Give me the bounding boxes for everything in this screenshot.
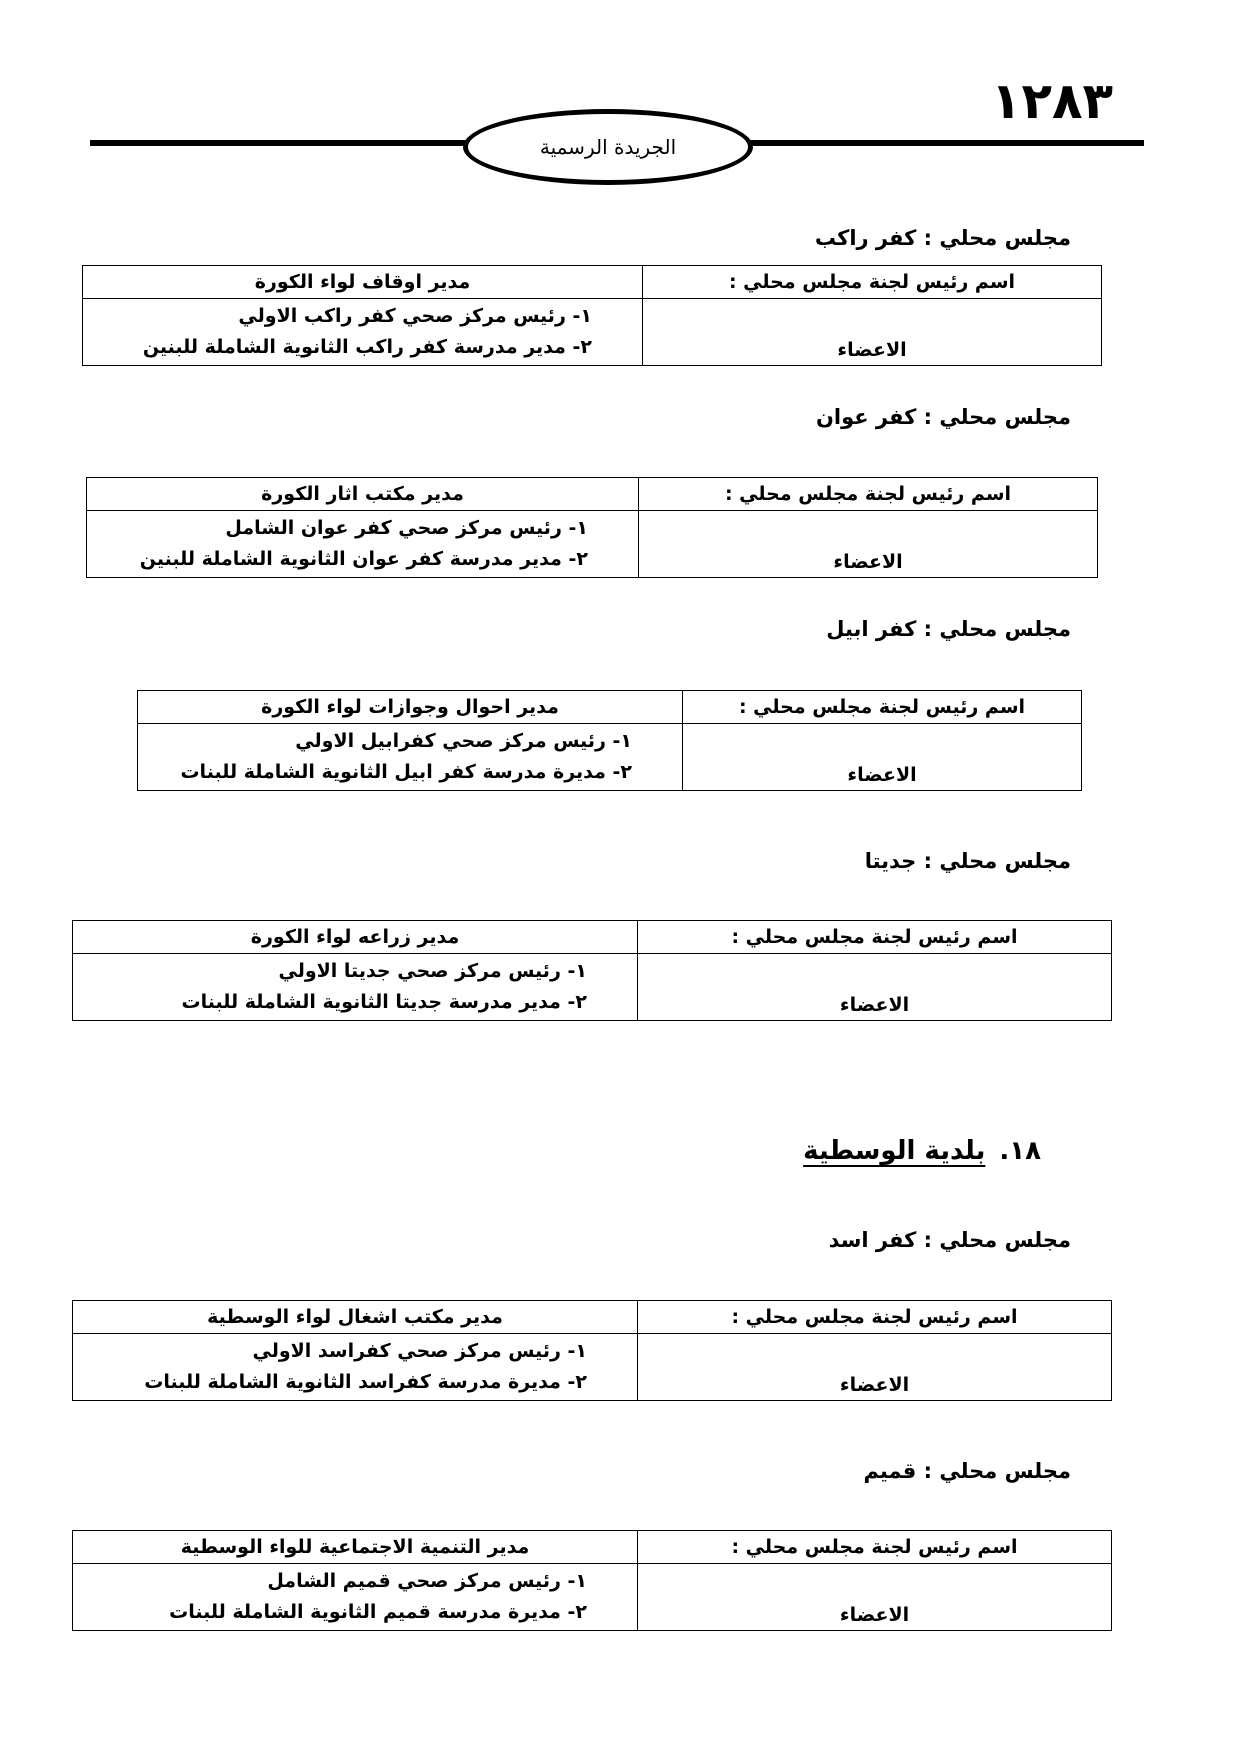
head-value: مدير احوال وجوازات لواء الكورة bbox=[138, 691, 683, 724]
head-label: اسم رئيس لجنة مجلس محلي : bbox=[638, 1531, 1112, 1564]
members-list bbox=[83, 299, 643, 366]
member-item: ٢- مدير مدرسة كفر عوان الثانوية الشاملة للبنين bbox=[139, 548, 588, 570]
section-number: ١٨. bbox=[999, 1136, 1041, 1166]
member-item: ٢- مديرة مدرسة كفراسد الثانوية الشاملة للبنات bbox=[144, 1371, 587, 1393]
member-item: ١- رئيس مركز صحي قميم الشامل bbox=[267, 1570, 587, 1592]
council-table bbox=[82, 265, 1102, 366]
members-list bbox=[73, 1564, 638, 1631]
head-value: مدير مكتب اثار الكورة bbox=[87, 478, 639, 511]
head-label: اسم رئيس لجنة مجلس محلي : bbox=[639, 478, 1098, 511]
member-item: ١- رئيس مركز صحي كفراسد الاولي bbox=[252, 1340, 587, 1362]
page-number: ١٢٨٣ bbox=[990, 72, 1113, 130]
members-label: الاعضاء bbox=[638, 1334, 1112, 1401]
council-title: مجلس محلي : كفر اسد bbox=[828, 1228, 1071, 1252]
members-list bbox=[138, 724, 683, 791]
head-value: مدير التنمية الاجتماعية للواء الوسطية bbox=[73, 1531, 638, 1564]
council-title: مجلس محلي : قميم bbox=[863, 1459, 1071, 1483]
council-title: مجلس محلي : جديتا bbox=[864, 849, 1071, 873]
gazette-title-oval bbox=[463, 109, 753, 185]
member-item: ١- رئيس مركز صحي كفرابيل الاولي bbox=[295, 730, 632, 752]
member-item: ١- رئيس مركز صحي جديتا الاولي bbox=[278, 960, 587, 982]
members-list bbox=[73, 954, 638, 1021]
member-item: ٢- مديرة مدرسة قميم الثانوية الشاملة للبنات bbox=[169, 1601, 587, 1623]
council-title: مجلس محلي : كفر عوان bbox=[815, 405, 1071, 429]
members-list bbox=[87, 511, 639, 578]
council-table bbox=[86, 477, 1098, 578]
members-label: الاعضاء bbox=[638, 1564, 1112, 1631]
member-item: ٢- مديرة مدرسة كفر ابيل الثانوية الشاملة للبنات bbox=[180, 761, 632, 783]
head-label: اسم رئيس لجنة مجلس محلي : bbox=[638, 1301, 1112, 1334]
council-title: مجلس محلي : كفر ابيل bbox=[826, 617, 1071, 641]
member-item: ٢- مدير مدرسة كفر راكب الثانوية الشاملة للبنين bbox=[142, 336, 592, 358]
head-label: اسم رئيس لجنة مجلس محلي : bbox=[683, 691, 1082, 724]
section-heading bbox=[803, 1136, 1041, 1166]
section-name: بلدية الوسطية bbox=[803, 1136, 986, 1166]
members-label: الاعضاء bbox=[643, 299, 1102, 366]
council-table bbox=[137, 690, 1082, 791]
council-title: مجلس محلي : كفر راكب bbox=[814, 226, 1071, 250]
head-value: مدير مكتب اشغال لواء الوسطية bbox=[73, 1301, 638, 1334]
head-value: مدير اوقاف لواء الكورة bbox=[83, 266, 643, 299]
member-item: ٢- مدير مدرسة جديتا الثانوية الشاملة للبنات bbox=[181, 991, 587, 1013]
council-table bbox=[72, 1530, 1112, 1631]
council-table bbox=[72, 1300, 1112, 1401]
head-value: مدير زراعه لواء الكورة bbox=[73, 921, 638, 954]
member-item: ١- رئيس مركز صحي كفر عوان الشامل bbox=[225, 517, 588, 539]
gazette-title: الجريدة الرسمية bbox=[539, 135, 677, 159]
members-list bbox=[73, 1334, 638, 1401]
members-label: الاعضاء bbox=[683, 724, 1082, 791]
council-table bbox=[72, 920, 1112, 1021]
members-label: الاعضاء bbox=[639, 511, 1098, 578]
head-label: اسم رئيس لجنة مجلس محلي : bbox=[643, 266, 1102, 299]
head-label: اسم رئيس لجنة مجلس محلي : bbox=[638, 921, 1112, 954]
members-label: الاعضاء bbox=[638, 954, 1112, 1021]
member-item: ١- رئيس مركز صحي كفر راكب الاولي bbox=[238, 305, 592, 327]
